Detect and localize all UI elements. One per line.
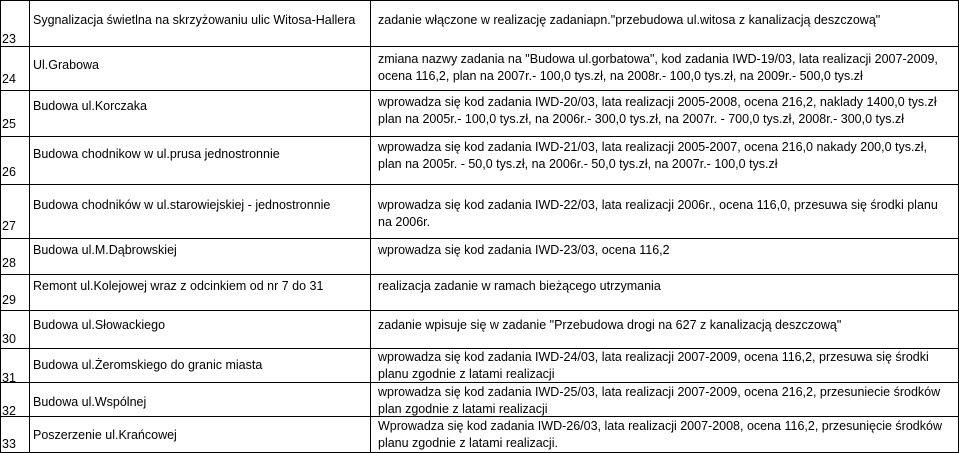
task-change-description: wprowadza się kod zadania IWD-24/03, lata realizacji 2007-2009, ocena 116,2, przesuwa się środki planu zgodnie z latami realizacji — [378, 350, 929, 381]
task-name: Poszerzenie ul.Krańcowej — [33, 428, 177, 442]
row-number: 33 — [2, 437, 16, 451]
task-name: Sygnalizacja świetlna na skrzyżowaniu ulic Witosa-Hallera — [33, 13, 356, 27]
column-border — [29, 0, 30, 453]
row-border — [0, 238, 959, 239]
task-name: Budowa ul.M.Dąbrowskiej — [33, 243, 177, 257]
row-number: 27 — [2, 219, 16, 233]
row-border — [0, 136, 959, 137]
row-number: 30 — [2, 332, 16, 346]
row-number: 32 — [2, 404, 16, 418]
task-change-description: realizacja zadanie w ramach bieżącego utrzymania — [378, 279, 661, 293]
row-number: 29 — [2, 293, 16, 307]
row-border — [0, 46, 959, 47]
task-change-description: zmiana nazwy zadania na "Budowa ul.gorbatowa", kod zadania IWD-19/03, lata realizacji 2007-2009, ocena 116,2, plan na 2007r.- 100,0 tys.zł, na 2008r.- 100,0 tys.zł, na 2009r.- 500,0 tys.zł — [378, 52, 938, 83]
row-border — [0, 184, 959, 185]
row-number: 23 — [2, 32, 16, 46]
row-border — [0, 310, 959, 311]
row-number: 24 — [2, 72, 16, 86]
column-border — [0, 0, 1, 453]
task-name: Budowa ul.Korczaka — [33, 99, 147, 113]
task-change-description: wprowadza się kod zadania IWD-20/03, lata realizacji 2005-2008, ocena 216,2, naklady 1400,0 tys.zł plan na 2005r.- 100,0 tys.zł, na 2006r.- 300,0 tys.zł, na 2007r. - 700,0 tys.zł, 2008r.- 300,0 tys.zł — [378, 95, 937, 126]
task-name: Budowa chodnikow w ul.prusa jednostronnie — [33, 147, 280, 161]
row-number: 28 — [2, 256, 16, 270]
column-border — [370, 0, 371, 453]
task-name: Remont ul.Kolejowej wraz z odcinkiem od nr 7 do 31 — [33, 279, 324, 293]
task-change-description: wprowadza się kod zadania IWD-22/03, lata realizacji 2006r., ocena 116,0, przesuwa się środki planu na 2006r. — [378, 198, 938, 229]
task-change-description: zadanie włączone w realizację zadaniapn."przebudowa ul.witosa z kanalizacją deszczową" — [378, 13, 881, 27]
task-name: Ul.Grabowa — [33, 58, 99, 72]
row-border — [0, 274, 959, 275]
task-change-description: wprowadza się kod zadania IWD-23/03, ocena 116,2 — [378, 243, 670, 257]
task-name: Budowa ul.Żeromskiego do granic miasta — [33, 358, 263, 372]
task-name: Budowa ul.Słowackiego — [33, 318, 166, 332]
row-number: 26 — [2, 165, 16, 179]
row-number: 25 — [2, 117, 16, 131]
task-change-description: Wprowadza się kod zadania IWD-26/03, lata realizacji 2007-2008, ocena 116,2, przesunięcie środków planu zgodnie z latami realizacji. — [378, 419, 942, 450]
row-border — [0, 0, 959, 1]
row-border — [0, 90, 959, 91]
task-name: Budowa chodników w ul.starowiejskiej - jednostronnie — [33, 198, 331, 212]
task-change-description: zadanie wpisuje się w zadanie "Przebudowa drogi na 627 z kanalizacją deszczową" — [378, 318, 842, 332]
row-number: 31 — [2, 371, 16, 385]
task-change-description: wprowadza się kod zadania IWD-25/03, lata realizacji 2007-2009, ocena 216,2, przesuniecie środków plan zgodnie z latami realizacji — [378, 385, 941, 416]
task-name: Budowa ul.Wspólnej — [33, 395, 147, 409]
task-change-description: wprowadza się kod zadania IWD-21/03, lata realizacji 2005-2007, ocena 216,0 nakady 200,0 tys.zł, plan na 2005r. - 50,0 tys.zł, na 2006r.- 50,0 tys.zł, na 2007r.- 100,0 tys.zł — [378, 140, 927, 171]
